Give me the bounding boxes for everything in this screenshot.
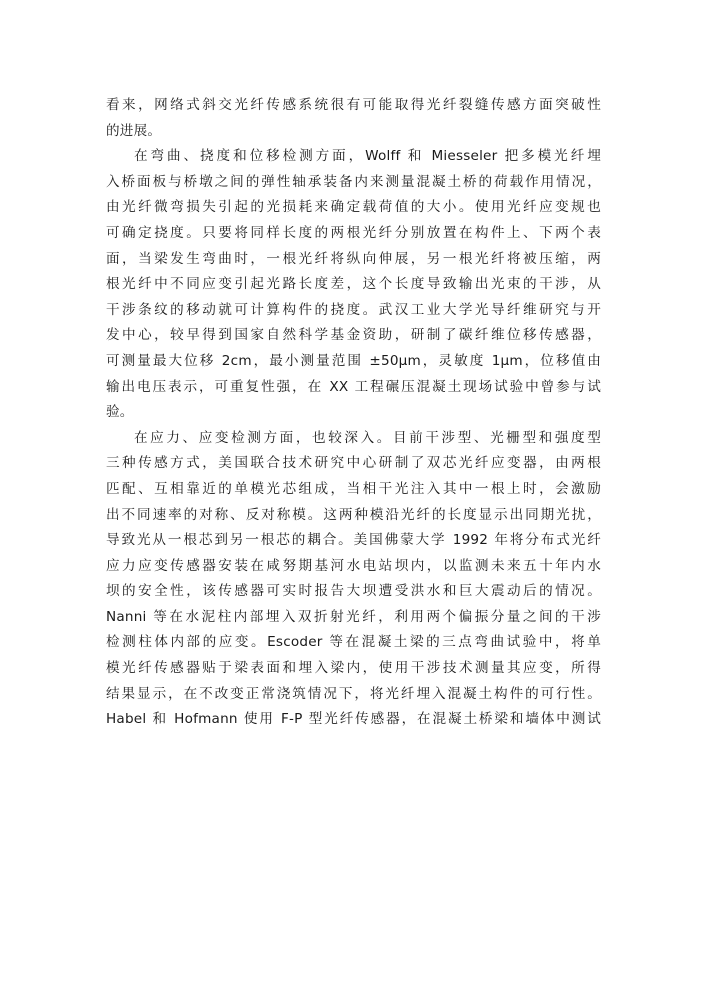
text-line: 结果显示，在不改变正常浇筑情况下，将光纤埋入混凝土构件的可行性。 — [106, 685, 601, 702]
body-text — [106, 93, 601, 733]
text-line: 由光纤微弯损失引起的光损耗来确定载荷值的大小。使用光纤应变规也 — [106, 199, 601, 216]
text-line: 三种传感方式，美国联合技术研究中心研制了双芯光纤应变器，由两根 — [106, 455, 601, 472]
text-line: 检测柱体内部的应变。Escoder 等在混凝土梁的三点弯曲试验中，将单 — [106, 634, 601, 651]
text-line: 模光纤传感器贴于梁表面和埋入梁内，使用干涉技术测量其应变，所得 — [106, 660, 601, 677]
text-line: 验。 — [106, 404, 134, 421]
text-line: 面，当梁发生弯曲时，一根光纤将纵向伸展，另一根光纤将被压缩，两 — [106, 250, 601, 267]
text-line: 导致光从一根芯到另一根芯的耦合。美国佛蒙大学 1992 年将分布式光纤 — [106, 532, 601, 549]
text-line: 可测量最大位移 2cm，最小测量范围 ±50μm，灵敏度 1μm，位移值由 — [106, 352, 601, 369]
text-line: 发中心，较早得到国家自然科学基金资助，研制了碳纤维位移传感器， — [106, 327, 601, 344]
text-line: 入桥面板与桥墩之间的弹性轴承装备内来测量混凝土桥的荷载作用情况， — [106, 173, 601, 190]
text-line: 出不同速率的对称、反对称模。这两种模沿光纤的长度显示出同期光扰， — [106, 506, 601, 523]
text-line: 在应力、应变检测方面，也较深入。目前干涉型、光栅型和强度型 — [134, 429, 601, 446]
text-line: 坝的安全性，该传感器可实时报告大坝遭受洪水和巨大震动后的情况。 — [106, 583, 601, 600]
text-line: Habel 和 Hofmann 使用 F-P 型光纤传感器，在混凝土桥梁和墙体中测试 — [106, 711, 601, 728]
text-line: 可确定挠度。只要将同样长度的两根光纤分别放置在构件上、下两个表 — [106, 224, 601, 241]
text-line: 输出电压表示，可重复性强，在 XX 工程碾压混凝土现场试验中曾参与试 — [106, 378, 601, 395]
text-line: 干涉条纹的移动就可计算构件的挠度。武汉工业大学光导纤维研究与开 — [106, 301, 601, 318]
text-line: 在弯曲、挠度和位移检测方面，Wolff 和 Miesseler 把多模光纤埋 — [134, 148, 601, 165]
text-line: 的进展。 — [106, 122, 162, 139]
text-line: 匹配、互相靠近的单模光芯组成，当相干光注入其中一根上时，会激励 — [106, 480, 601, 497]
text-line: 看来，网络式斜交光纤传感系统很有可能取得光纤裂缝传感方面突破性 — [106, 97, 601, 113]
text-line: 应力应变传感器安装在咸努期基河水电站坝内，以监测未来五十年内水 — [106, 557, 601, 574]
text-line: Nanni 等在水泥柱内部埋入双折射光纤，利用两个偏振分量之间的干涉 — [106, 608, 601, 625]
text-line: 根光纤中不同应变引起光路长度差，这个长度导致输出光束的干涉，从 — [106, 276, 601, 293]
